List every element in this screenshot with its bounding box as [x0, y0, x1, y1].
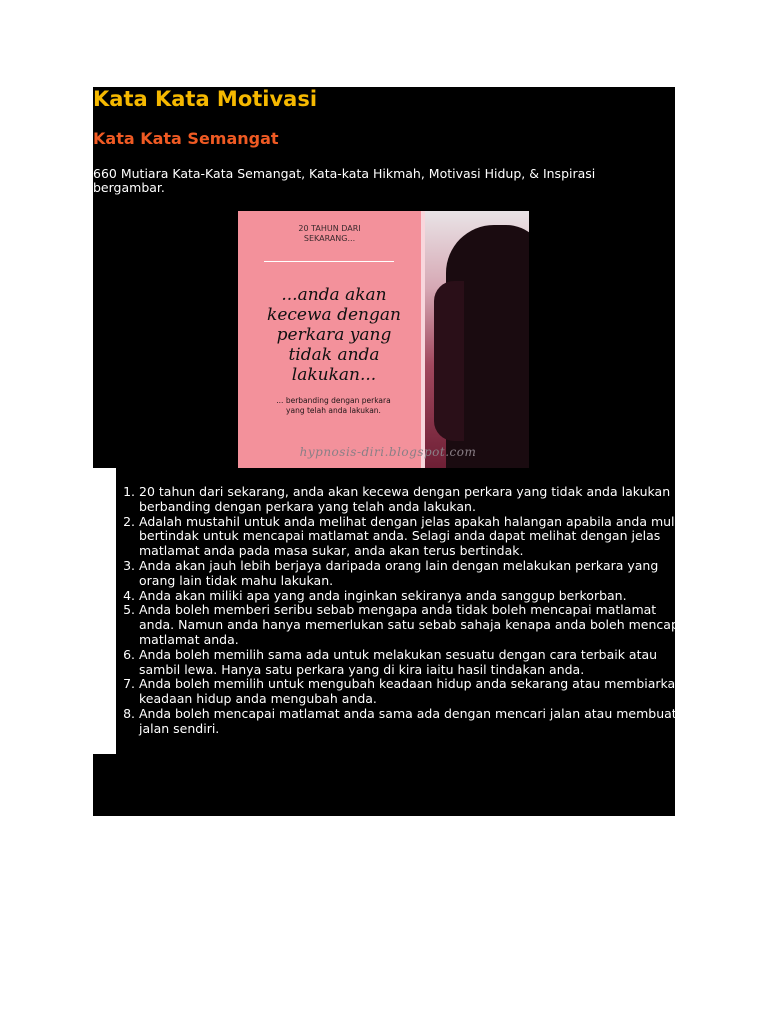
poster-header-line: 20 TAHUN DARI — [298, 224, 361, 233]
poster-rule — [264, 261, 394, 262]
quote-poster-image — [238, 211, 529, 468]
list-item: 7. Anda boleh memilih untuk mengubah keadaan hidup anda sekarang atau membiarkan keadaan hidup anda mengubah anda. — [139, 677, 691, 707]
motivation-list — [119, 485, 691, 737]
poster-subtext-line: ... berbanding dengan perkara — [276, 396, 391, 405]
list-item: 8. Anda boleh mencapai matlamat anda sama ada dengan mencari jalan atau membuat jalan sendiri. — [139, 707, 691, 737]
page-notch — [93, 468, 116, 754]
poster-subtext-line: yang telah anda lakukan. — [286, 406, 381, 415]
list-item: 5. Anda boleh memberi seribu sebab mengapa anda tidak boleh mencapai matlamat anda. Namun anda hanya memerlukan satu sebab sahaja kenapa anda boleh mencapai matlamat anda. — [139, 603, 691, 647]
woman-hair-strand — [434, 281, 464, 441]
intro-paragraph: 660 Mutiara Kata-Kata Semangat, Kata-kata Hikmah, Motivasi Hidup, & Inspirasi bergambar. — [93, 166, 596, 195]
poster-quote-line: ...anda akan — [281, 285, 387, 305]
poster-quote — [254, 285, 414, 385]
poster-header — [238, 224, 421, 244]
list-item: 1. 20 tahun dari sekarang, anda akan kecewa dengan perkara yang tidak anda lakukan berbanding dengan perkara yang telah anda lakukan. — [139, 485, 691, 515]
poster-quote-line: tidak anda — [288, 345, 380, 365]
list-item: 2. Adalah mustahil untuk anda melihat dengan jelas apakah halangan apabila anda mula bertindak untuk mencapai matlamat anda. Selagi anda dapat melihat dengan jelas matlamat anda pada masa sukar, anda akan terus bertindak. — [139, 515, 691, 559]
list-item: 3. Anda akan jauh lebih berjaya daripada orang lain dengan melakukan perkara yang orang lain tidak mahu lakukan. — [139, 559, 691, 589]
document-page — [93, 87, 691, 816]
poster-header-line: SEKARANG... — [303, 234, 356, 243]
poster-quote-line: perkara yang — [276, 325, 392, 345]
page-title: Kata Kata Motivasi — [93, 87, 318, 111]
list-item: 6. Anda boleh memilih sama ada untuk melakukan sesuatu dengan cara terbaik atau sambil lewa. Hanya satu perkara yang di kira iaitu hasil tindakan anda. — [139, 648, 691, 678]
poster-divider — [421, 211, 425, 468]
poster-subtext — [246, 396, 421, 416]
poster-quote-line: lakukan... — [291, 365, 377, 385]
list-item: 4. Anda akan miliki apa yang anda inginkan sekiranya anda sanggup berkorban. — [139, 589, 691, 604]
poster-quote-line: kecewa dengan — [267, 305, 401, 325]
page-subtitle: Kata Kata Semangat — [93, 129, 279, 148]
poster-watermark: hypnosis-diri.blogspot.com — [299, 445, 477, 459]
